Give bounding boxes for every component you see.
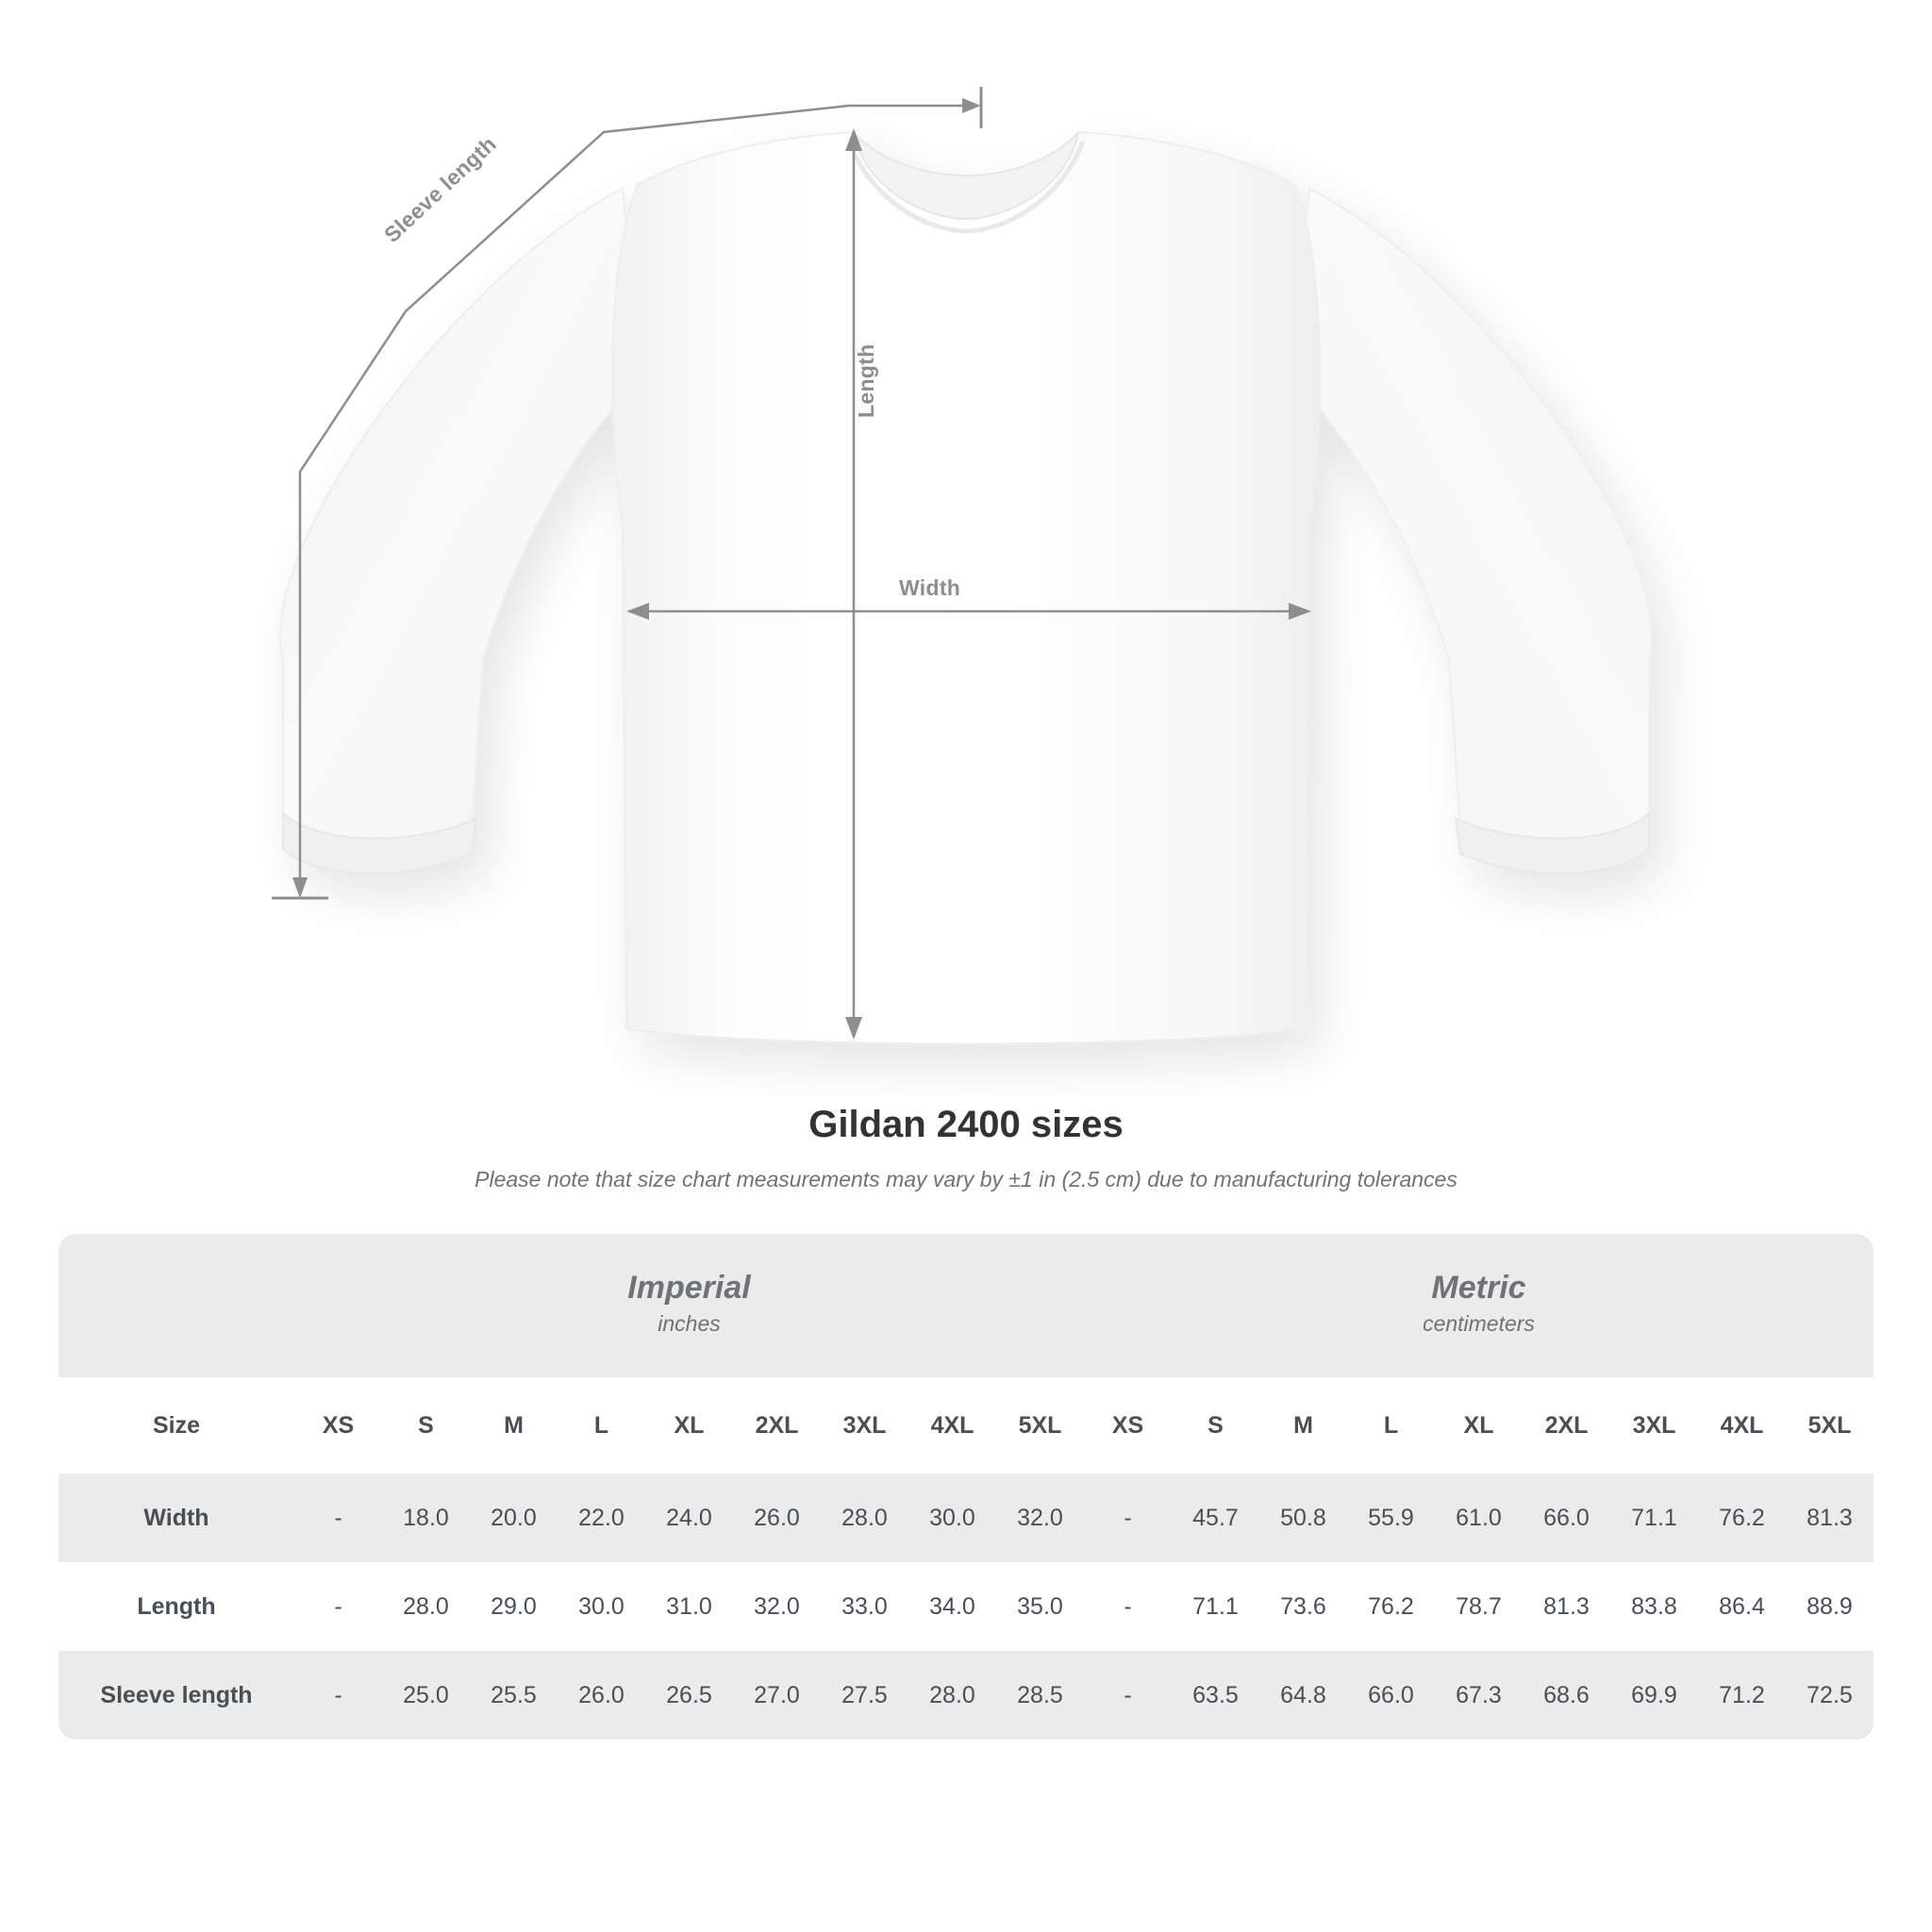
column-header-cell: L xyxy=(1347,1377,1435,1474)
unit-group-row xyxy=(58,1234,1874,1377)
column-header-cell: L xyxy=(558,1377,645,1474)
table-cell: 27.0 xyxy=(733,1651,821,1740)
table-cell: 20.0 xyxy=(470,1474,558,1562)
table-cell: 32.0 xyxy=(733,1562,821,1651)
table-cell: - xyxy=(294,1562,382,1651)
table-cell: 83.8 xyxy=(1610,1562,1698,1651)
column-header-size: Size xyxy=(58,1377,294,1474)
table-cell: 25.5 xyxy=(470,1651,558,1740)
table-cell: 35.0 xyxy=(996,1562,1084,1651)
table-cell: 26.0 xyxy=(558,1651,645,1740)
column-header-cell: XS xyxy=(294,1377,382,1474)
table-cell: 66.0 xyxy=(1347,1651,1435,1740)
table-cell: 71.2 xyxy=(1698,1651,1786,1740)
size-chart-table xyxy=(58,1234,1874,1740)
column-header-cell: 4XL xyxy=(908,1377,996,1474)
title-block xyxy=(0,1104,1932,1192)
column-header-cell: XL xyxy=(1435,1377,1523,1474)
table-header-row xyxy=(58,1377,1874,1474)
table-cell: 86.4 xyxy=(1698,1562,1786,1651)
table-cell: 27.5 xyxy=(821,1651,908,1740)
length-dimension-label: Length xyxy=(854,343,878,418)
table-row xyxy=(58,1474,1874,1562)
column-header-cell: 2XL xyxy=(733,1377,821,1474)
column-header-cell: 3XL xyxy=(1610,1377,1698,1474)
column-header-cell: 5XL xyxy=(1786,1377,1874,1474)
column-header-cell: XL xyxy=(645,1377,733,1474)
table-cell: 68.6 xyxy=(1523,1651,1610,1740)
table-cell: 26.0 xyxy=(733,1474,821,1562)
table-cell: 71.1 xyxy=(1610,1474,1698,1562)
unit-group-empty-cell xyxy=(58,1234,294,1377)
sleeve-length-dimension-label: Sleeve length xyxy=(379,131,502,248)
table-cell: 66.0 xyxy=(1523,1474,1610,1562)
width-dimension-label: Width xyxy=(899,575,961,600)
table-cell: 30.0 xyxy=(558,1562,645,1651)
table-cell: - xyxy=(1084,1474,1172,1562)
table-cell: 28.0 xyxy=(821,1474,908,1562)
table-cell: 50.8 xyxy=(1259,1474,1347,1562)
unit-group-metric-name: Metric xyxy=(1431,1270,1526,1307)
table-cell: 81.3 xyxy=(1786,1474,1874,1562)
table-cell: 31.0 xyxy=(645,1562,733,1651)
column-header-cell: 2XL xyxy=(1523,1377,1610,1474)
table-cell: 22.0 xyxy=(558,1474,645,1562)
table-cell: 63.5 xyxy=(1172,1651,1259,1740)
table-cell: 25.0 xyxy=(382,1651,470,1740)
table-cell: 28.5 xyxy=(996,1651,1084,1740)
table-cell: 24.0 xyxy=(645,1474,733,1562)
unit-group-imperial-sub: inches xyxy=(658,1311,721,1337)
table-cell: 72.5 xyxy=(1786,1651,1874,1740)
table-row xyxy=(58,1562,1874,1651)
page-title: Gildan 2400 sizes xyxy=(808,1104,1124,1145)
column-header-cell: M xyxy=(1259,1377,1347,1474)
table-cell: - xyxy=(294,1651,382,1740)
unit-group-metric xyxy=(1084,1234,1874,1377)
column-header-cell: S xyxy=(1172,1377,1259,1474)
table-cell: 71.1 xyxy=(1172,1562,1259,1651)
unit-group-metric-sub: centimeters xyxy=(1423,1311,1535,1337)
table-cell: 69.9 xyxy=(1610,1651,1698,1740)
column-header-cell: 5XL xyxy=(996,1377,1084,1474)
column-header-cell: 4XL xyxy=(1698,1377,1786,1474)
table-cell: 45.7 xyxy=(1172,1474,1259,1562)
table-cell: - xyxy=(1084,1651,1172,1740)
table-cell: 61.0 xyxy=(1435,1474,1523,1562)
table-cell: 28.0 xyxy=(908,1651,996,1740)
row-label: Sleeve length xyxy=(58,1651,294,1740)
table-cell: - xyxy=(294,1474,382,1562)
table-cell: 29.0 xyxy=(470,1562,558,1651)
table-cell: 30.0 xyxy=(908,1474,996,1562)
table-cell: - xyxy=(1084,1562,1172,1651)
unit-group-imperial xyxy=(294,1234,1084,1377)
column-header-cell: XS xyxy=(1084,1377,1172,1474)
table-cell: 76.2 xyxy=(1347,1562,1435,1651)
table-cell: 34.0 xyxy=(908,1562,996,1651)
table-cell: 67.3 xyxy=(1435,1651,1523,1740)
table-cell: 64.8 xyxy=(1259,1651,1347,1740)
table-cell: 18.0 xyxy=(382,1474,470,1562)
table-cell: 76.2 xyxy=(1698,1474,1786,1562)
page-subtitle: Please note that size chart measurements may vary by ±1 in (2.5 cm) due to manufacturing tolerances xyxy=(475,1167,1457,1191)
column-header-cell: 3XL xyxy=(821,1377,908,1474)
table-cell: 73.6 xyxy=(1259,1562,1347,1651)
table-cell: 26.5 xyxy=(645,1651,733,1740)
table-cell: 32.0 xyxy=(996,1474,1084,1562)
shirt-shape xyxy=(280,132,1652,1044)
table-row xyxy=(58,1651,1874,1740)
table-cell: 55.9 xyxy=(1347,1474,1435,1562)
column-header-cell: S xyxy=(382,1377,470,1474)
table-cell: 88.9 xyxy=(1786,1562,1874,1651)
size-chart-table-wrap xyxy=(58,1234,1874,1740)
table-cell: 28.0 xyxy=(382,1562,470,1651)
table-cell: 33.0 xyxy=(821,1562,908,1651)
unit-group-imperial-name: Imperial xyxy=(627,1270,751,1307)
table-cell: 78.7 xyxy=(1435,1562,1523,1651)
row-label: Length xyxy=(58,1562,294,1651)
column-header-cell: M xyxy=(470,1377,558,1474)
table-cell: 81.3 xyxy=(1523,1562,1610,1651)
row-label: Width xyxy=(58,1474,294,1562)
